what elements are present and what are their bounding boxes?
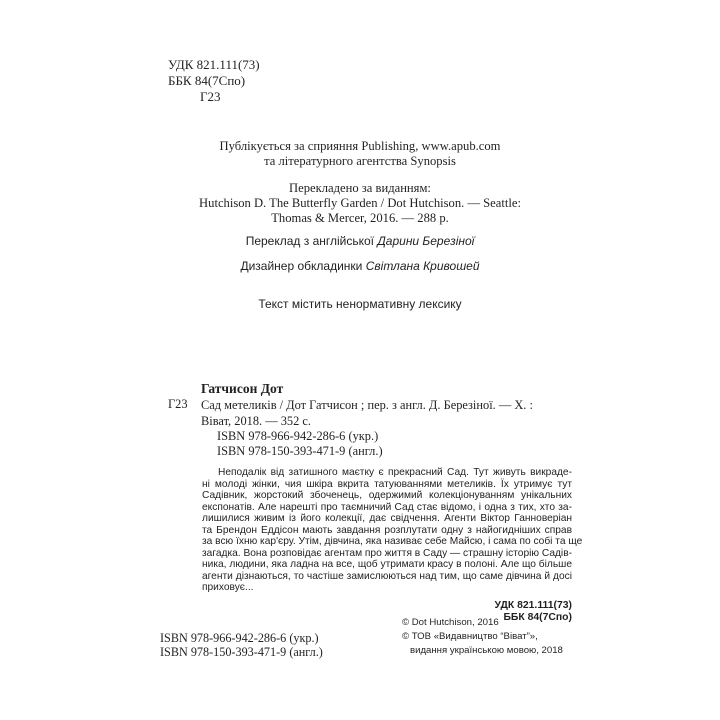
udk-code: УДК 821.111(73) (168, 57, 260, 72)
translator-name: Дарини Березіної (377, 234, 475, 248)
annotation-line: ника, людини, яка ладна на все, щоб утримати красу в полоні. Але що більше (202, 559, 572, 570)
annotation-line: агенти дізнаються, то частіше замислюються над тим, що саме дівчина й досі (202, 570, 572, 582)
annotation-line: за всю їхню кар'єру. Утім, дівчина, яка називає себе Майсю, і сама по собі та ще (202, 536, 583, 547)
translated-from-line2: Thomas & Mercer, 2016. — 288 p. (271, 211, 449, 225)
annotation-line: приховує... (202, 582, 254, 593)
catalog-title-line2: Віват, 2018. — 352 с. (201, 414, 311, 428)
cover-designer-name: Світлана Кривошей (365, 259, 480, 273)
footer-isbn-eng: ISBN 978-150-393-471-9 (англ.) (160, 645, 323, 659)
author-mark: Г23 (200, 89, 221, 104)
cover-credit (150, 259, 570, 274)
annotation-line: та Брендон Еддісон мають завдання розплутати одну з найогидніших справ (202, 524, 572, 536)
catalog-author: Гатчисон Дот (201, 381, 284, 396)
translated-from-heading: Перекладено за виданням: (289, 181, 431, 195)
copyright-edition: видання українською мовою, 2018 (410, 645, 563, 656)
publisher-note-line2: та літературного агентства Synopsis (264, 154, 456, 168)
catalog-udk: УДК 821.111(73) (494, 600, 572, 611)
catalog-code: Г23 (168, 397, 188, 411)
annotation-line: Неподалік від затишного маєтку є прекрасний Сад. Тут живуть викраде- (218, 467, 572, 478)
catalog-bbk: ББК 84(7Спо) (503, 612, 572, 623)
translation-credit (150, 234, 570, 249)
copyright-publisher: © ТОВ «Видавництво “Віват”», (402, 631, 538, 642)
translated-from-line1: Hutchison D. The Butterfly Garden / Dot Hutchison. — Seattle: (199, 196, 521, 210)
content-warning: Текст містить ненормативну лексику (258, 297, 462, 311)
catalog-isbn-ukr: ISBN 978-966-942-286-6 (укр.) (217, 429, 379, 443)
catalog-isbn-eng: ISBN 978-150-393-471-9 (англ.) (217, 444, 383, 458)
catalog-annotation (202, 467, 583, 594)
catalog-title-line1: Сад метеликів / Дот Гатчисон ; пер. з англ. Д. Березіної. — Х. : (201, 398, 533, 412)
cover-credit-prefix: Дизайнер обкладинки (240, 259, 366, 273)
annotation-line: загадка. Вона розповідає агентам про життя в Саду — страшну історію Садів- (202, 547, 572, 559)
bbk-code: ББК 84(7Спо) (168, 73, 246, 88)
annotation-line: Садівник, жорстокий збоченець, одержимий колекціонуванням унікальних (202, 490, 572, 501)
annotation-line: експонатів. Але нарешті про таємничий Сад стає відомо, і одна з тих, хто за- (202, 501, 572, 513)
annotation-line: лишилися живим із його колекції, дає свідчення. Агенти Віктор Ганноверіан (202, 513, 572, 524)
copyright-author: © Dot Hutchison, 2016 (402, 617, 499, 628)
publisher-note-line1: Публікується за сприяння Publishing, www.apub.com (219, 139, 501, 153)
translation-credit-prefix: Переклад з англійської (245, 234, 378, 248)
annotation-line: ні молоді жінки, чия шкіра вкрита татуюваннями метеликів. Їх утримує тут (202, 478, 572, 490)
footer-isbn-ukr: ISBN 978-966-942-286-6 (укр.) (160, 631, 319, 645)
